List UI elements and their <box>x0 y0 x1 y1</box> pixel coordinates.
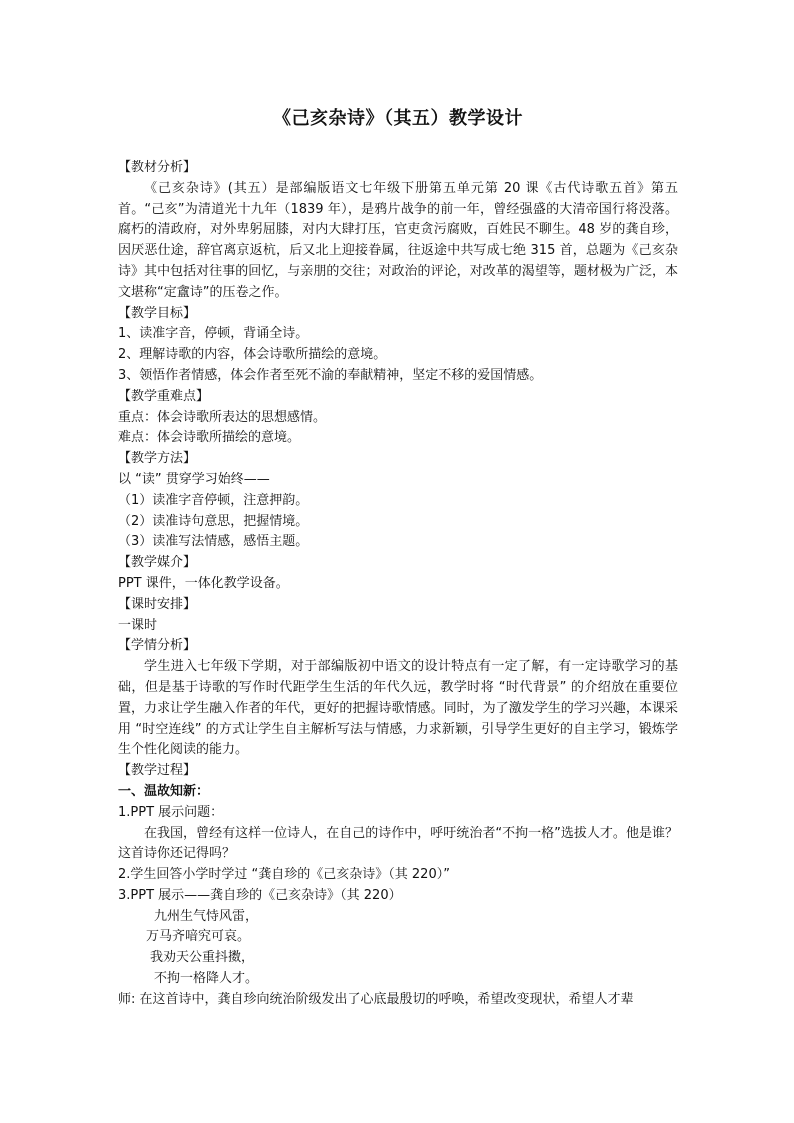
process-item: 2.学生回答小学时学过 “龚自珍的《己亥杂诗》（其 220）” <box>118 867 450 883</box>
poem-block <box>118 907 678 990</box>
poem-line: 万马齐喑究可哀。 <box>146 929 251 945</box>
section-heading-methods: 【教学方法】 <box>118 451 197 467</box>
teacher-remark: 师: 在这首诗中，龚自珍向统治阶级发出了心底最殷切的呼唤，希望改变现状，希望人才辈 <box>118 991 634 1007</box>
goal-item: 3、领悟作者情感，体会作者至死不渝的奉献精神，坚定不移的爱国情感。 <box>118 367 543 383</box>
section-heading-schedule: 【课时安排】 <box>118 596 197 612</box>
method-item: （1）读准字音停顿，注意押韵。 <box>118 492 309 508</box>
textbook-analysis-paragraph: 《己亥杂诗》(其五）是部编版语文七年级下册第五单元第 20 课《古代诗歌五首》第五首。“己亥”为清道光十九年（1839 年），是鸦片战争的前一年，曾经强盛的大清帝国行将没落。腐朽的清政府，对外卑躬屈膝，对内大肆打压，官吏贪污腐败，百姓民不聊生。48 岁的龚自珍，因厌恶仕途，辞官离京返杭，后又北上迎接眷属，往返途中共写成七绝 315 首，总题为《己亥杂诗》其中包括对往事的回忆，与亲朋的交往；对政治的评论，对改革的渴望等，题材极为广泛，本文堪称“定盦诗”的压卷之作。 <box>118 180 678 300</box>
methods-intro: 以 “读” 贯穿学习始终—— <box>118 471 270 487</box>
section-heading-media: 【教学媒介】 <box>118 555 197 571</box>
poem-line: 我劝天公重抖擞， <box>150 950 255 966</box>
process-item: 1.PPT 展示问题： <box>118 804 224 820</box>
schedule-text: 一课时 <box>118 617 158 633</box>
media-text: PPT 课件，一体化教学设备。 <box>118 575 289 591</box>
goal-item: 2、理解诗歌的内容，体会诗歌所描绘的意境。 <box>118 347 387 363</box>
section-heading-students: 【学情分析】 <box>118 638 197 654</box>
section-heading-key-points: 【教学重难点】 <box>118 388 210 404</box>
process-item: 3.PPT 展示——龚自珍的《己亥杂诗》（其 220） <box>118 887 402 903</box>
poem-line: 不拘一格降人才。 <box>154 971 259 987</box>
section-heading-goals: 【教学目标】 <box>118 305 197 321</box>
student-analysis-paragraph: 学生进入七年级下学期，对于部编版初中语文的设计特点有一定了解，有一定诗歌学习的基础，但是基于诗歌的写作时代距学生生活的年代久远，教学时将 “时代背景” 的介绍放在重要位置，力求让学生融入作者的年代，更好的把握诗歌情感。同时，为了激发学生的学习兴趣，本课采用 “时空连线” 的方式让学生自主解析写法与情感，力求新颖，引导学生更好的自主学习，锻炼学生个性化阅读的能力。 <box>118 659 678 758</box>
method-item: （3）读准写法情感，感悟主题。 <box>118 534 309 550</box>
key-point-item: 重点：体会诗歌所表达的思想感情。 <box>118 409 327 425</box>
section-heading-textbook: 【教材分析】 <box>118 160 197 175</box>
section-heading-process: 【教学过程】 <box>118 763 197 779</box>
method-item: （2）读准诗句意思，把握情境。 <box>118 513 309 529</box>
process-step-heading: 一、温故知新： <box>118 783 210 799</box>
poem-line: 九州生气恃风雷， <box>154 908 259 924</box>
document-title: 《己亥杂诗》（其五）教学设计 <box>273 108 523 129</box>
process-question: 在我国，曾经有这样一位诗人，在自己的诗作中，呼吁统治者“不拘一格”选拔人才。他是谁？这首诗你还记得吗？ <box>118 825 678 862</box>
document-content <box>118 106 678 1011</box>
key-point-item: 难点：体会诗歌所描绘的意境。 <box>118 430 301 446</box>
goal-item: 1、读准字音，停顿，背诵全诗。 <box>118 326 309 342</box>
